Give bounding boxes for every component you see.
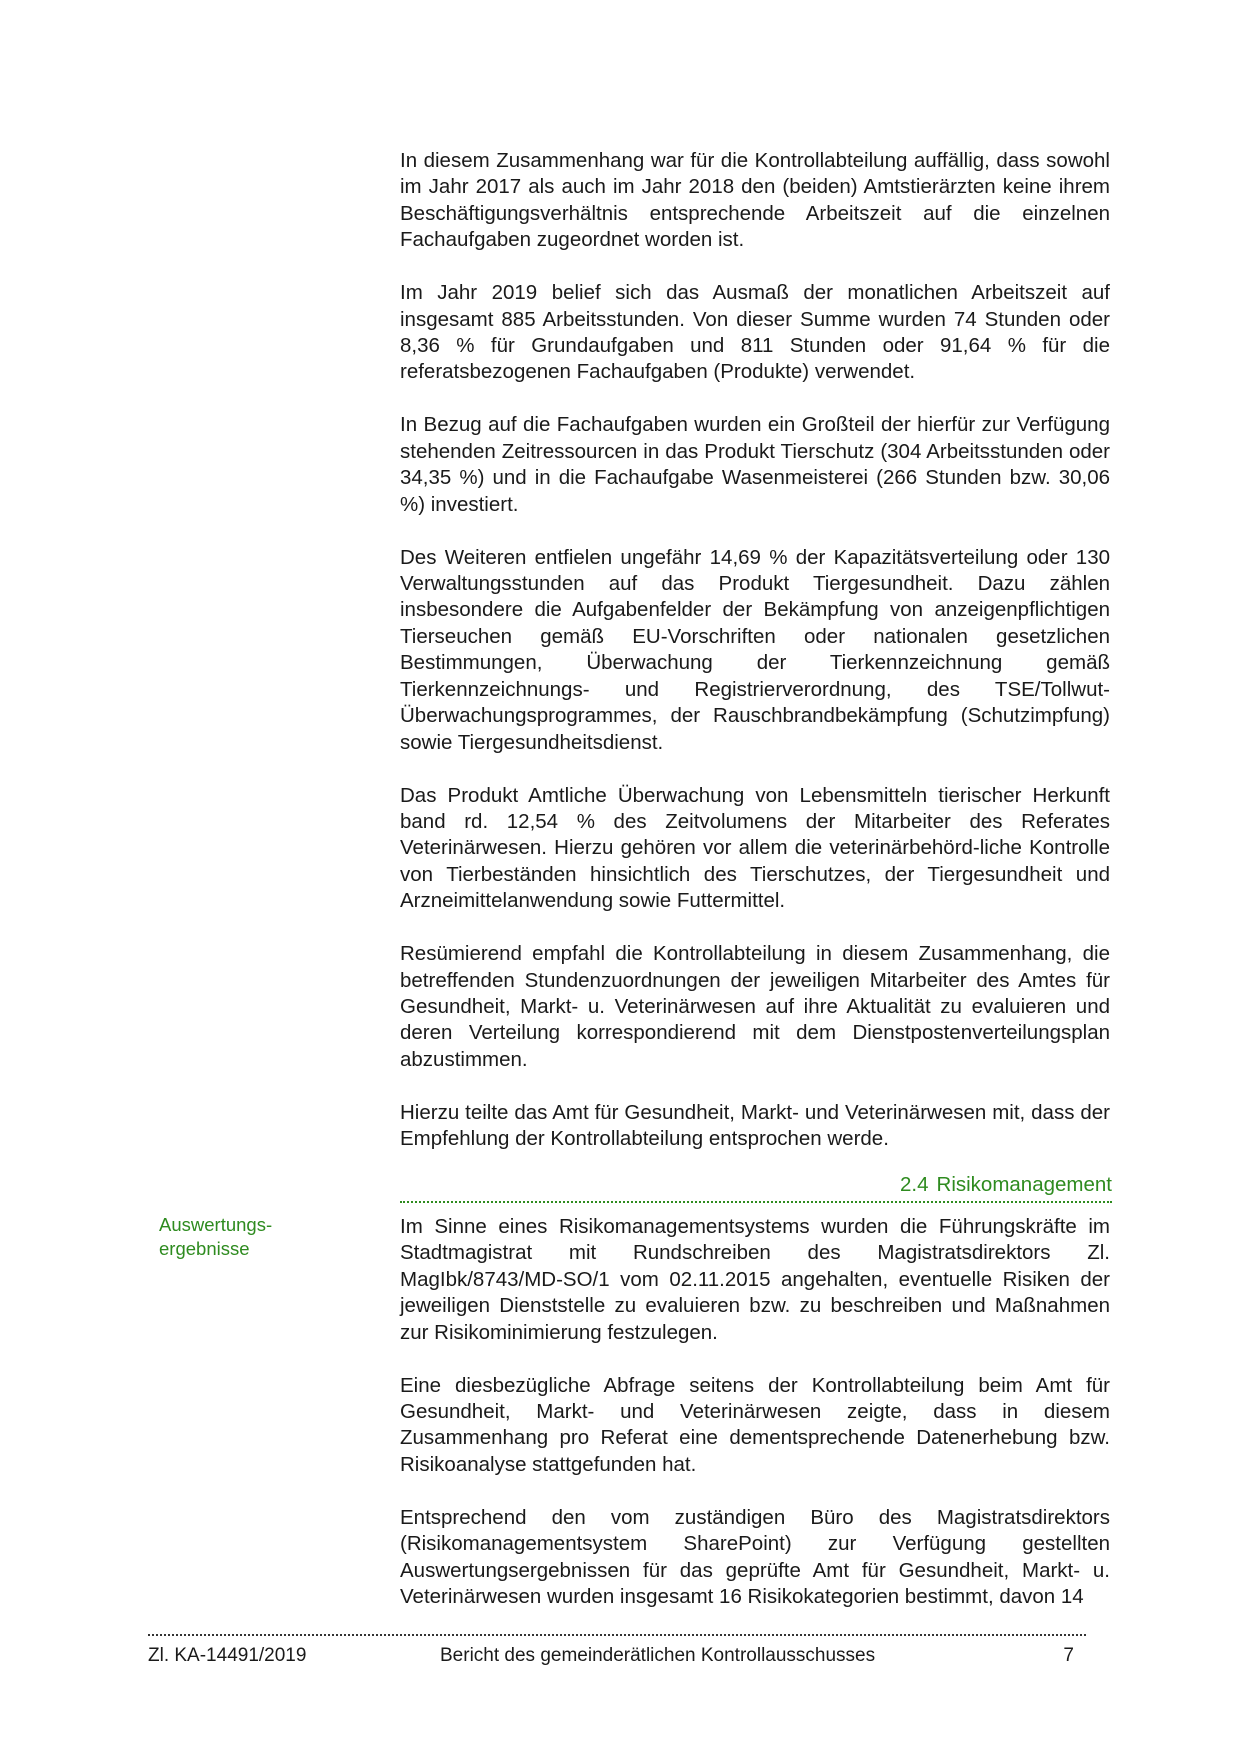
section-title: Risikomanagement xyxy=(936,1173,1112,1196)
paragraph-arbeitszeit-2019: Im Jahr 2019 belief sich das Ausmaß der monatlichen Arbeitszeit auf insgesamt 885 Arbeitsstunden. Von dieser Summe wurden 74 Stunden oder 8,36 % für Grundaufgaben und 811 Stunden oder 91,64 % für die referatsbezogenen Fachaufgaben (Produkte) verwendet. xyxy=(400,281,1110,384)
paragraph-amtstieraerzte: In diesem Zusammenhang war für die Kontrollabteilung auffällig, dass sowohl im Jahr 2017 als auch im Jahr 2018 den (beiden) Amtstierärzten keine ihrem Beschäftigungsverhältnis entsprechende Arbeitszeit auf die einzelnen Fachaufgaben zugeordnet worden ist. xyxy=(400,149,1110,252)
paragraph-fachaufgaben: In Bezug auf die Fachaufgaben wurden ein Großteil der hierfür zur Verfügung stehenden Zeitressourcen in das Produkt Tierschutz (304 Arbeitsstunden oder 34,35 %) und in die Fachaufgabe Wasenmeisterei (266 Stunden bzw. 30,06 %) investiert. xyxy=(400,413,1110,516)
main-text-column xyxy=(400,148,1110,1153)
paragraph-empfehlung: Resümierend empfahl die Kontrollabteilung in diesem Zusammenhang, die betreffenden Stundenzuordnungen der jeweiligen Mitarbeiter des Amtes für Gesundheit, Markt- u. Veterinärwesen auf ihre Aktualität zu evaluieren und deren Verteilung korrespondierend mit dem Dienstpostenverteilungsplan abzustimmen. xyxy=(400,942,1110,1071)
section-number: 2.4 xyxy=(900,1173,929,1196)
paragraph-abfrage: Eine diesbezügliche Abfrage seitens der Kontrollabteilung beim Amt für Gesundheit, Markt- und Veterinärwesen zeigte, dass in diesem Zusammenhang pro Referat eine dementsprechende Datenerhebung bzw. Risikoanalyse stattgefunden hat. xyxy=(400,1373,1110,1476)
margin-note xyxy=(159,1213,359,1261)
paragraph-lebensmittel: Das Produkt Amtliche Überwachung von Lebensmitteln tierischer Herkunft band rd. 12,54 % des Zeitvolumens der Mitarbeiter des Referates Veterinärwesen. Hierzu gehören vor allem die veterinärbehörd-liche Kontrolle von Tierbeständen hinsichtlich des Tierschutzes, der Tiergesundheit und Arzneimittelanwendung sowie Futtermittel. xyxy=(400,783,1110,913)
footer-title: Bericht des gemeinderätlichen Kontrollausschusses xyxy=(440,1645,876,1666)
footer-divider xyxy=(148,1634,1086,1636)
section-text-column xyxy=(400,1214,1110,1610)
paragraph-stellungnahme: Hierzu teilte das Amt für Gesundheit, Markt- und Veterinärwesen mit, dass der Empfehlung der Kontrollabteilung entsprochen werde. xyxy=(400,1100,1110,1151)
section-heading xyxy=(400,1172,1112,1203)
margin-note-line-1: Auswertungs- xyxy=(159,1214,273,1235)
page-number: 7 xyxy=(1063,1645,1074,1666)
margin-note-line-2: ergebnisse xyxy=(159,1238,250,1259)
paragraph-auswertung: Entsprechend den vom zuständigen Büro des Magistratsdirektors (Risikomanagementsystem SharePoint) zur Verfügung gestellten Auswertungsergebnissen für das geprüfte Amt für Gesundheit, Markt- u. Veterinärwesen wurden insgesamt 16 Risikokategorien bestimmt, davon 14 xyxy=(400,1505,1110,1609)
paragraph-tiergesundheit: Des Weiteren entfielen ungefähr 14,69 % der Kapazitätsverteilung oder 130 Verwaltungsstunden auf das Produkt Tiergesundheit. Dazu zählen insbesondere die Aufgabenfelder der Bekämpfung von anzeigenpflichtigen Tierseuchen gemäß EU-Vorschriften oder nationalen gesetzlichen Bestimmungen, Überwachung der Tierkennzeichnung gemäß Tierkennzeichnungs- und Registrierverordnung, des TSE/Tollwut-Überwachungsprogrammes, der Rauschbrandbekämpfung (Schutzimpfung) sowie Tiergesundheitsdienst. xyxy=(400,545,1110,754)
footer-reference: Zl. KA-14491/2019 xyxy=(148,1645,307,1666)
paragraph-risikomanagementsystem: Im Sinne eines Risikomanagementsystems wurden die Führungskräfte im Stadtmagistrat mit Rundschreiben des Magistratsdirektors Zl. MagIbk/8743/MD-SO/1 vom 02.11.2015 angehalten, eventuelle Risiken der jeweiligen Dienststelle zu evaluieren bzw. zu beschreiben und Maßnahmen zur Risikominimierung festzulegen. xyxy=(400,1215,1110,1344)
